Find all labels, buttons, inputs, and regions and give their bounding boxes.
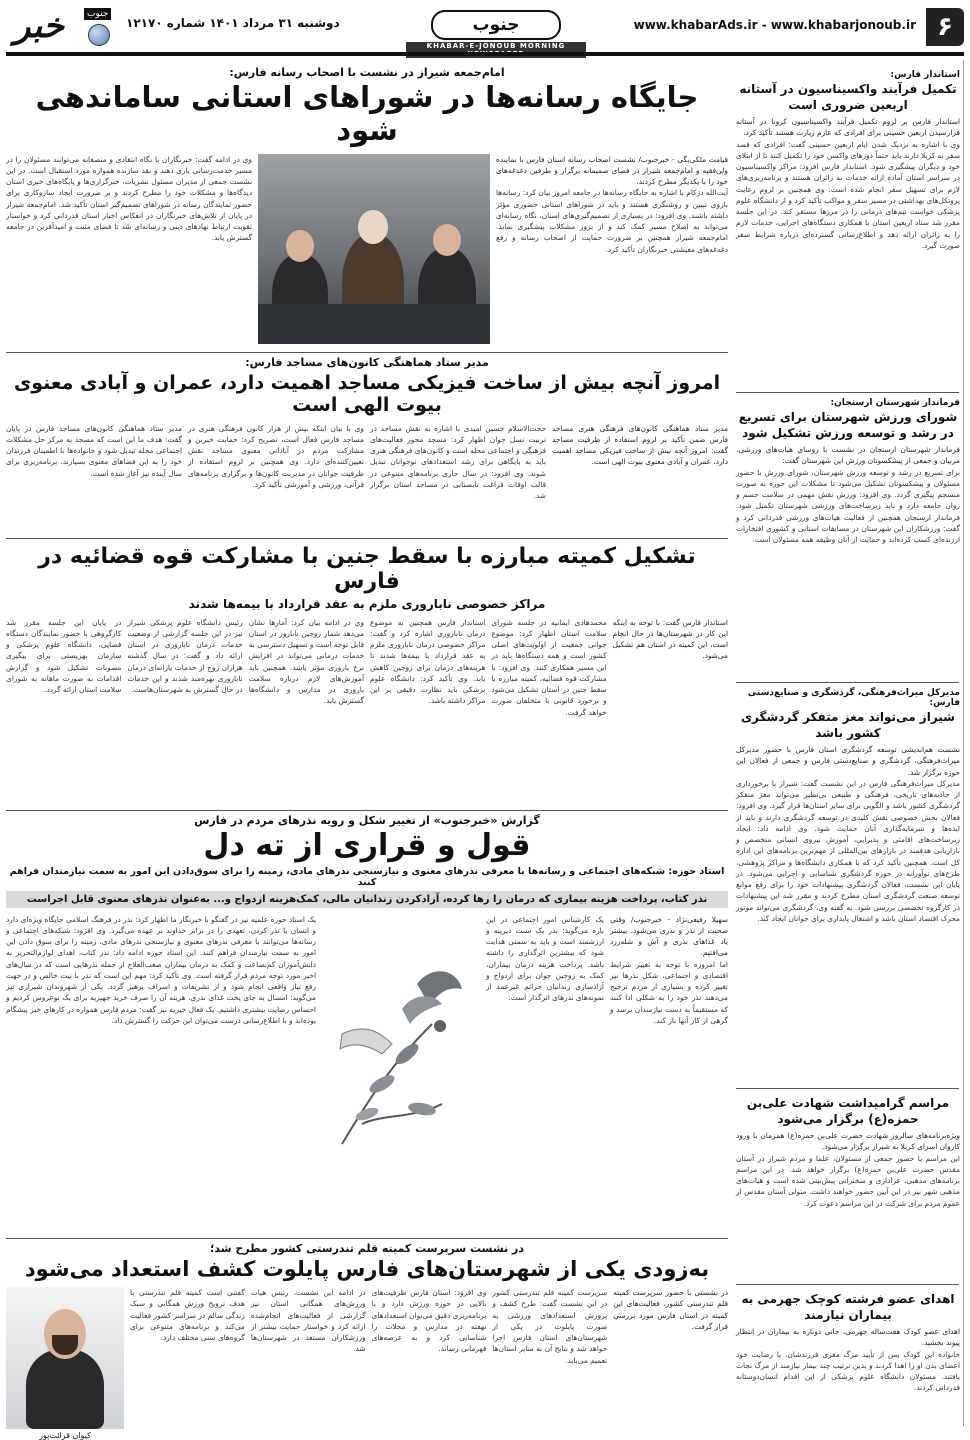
r1-body: وی با اشاره به نزدیک شدن ایام اربعین حسینی گفت: افرادی که قصد سفر به کربلا دارند باید حتماً دوزهای واکسن خود را تکمیل کنند تا از ابتلای خود و دیگران پیشگیری شود. استاندار فارس افزود: مراکز واکسیناسیون در سراسر استان آماده ارائه خدمات به زائران هستند و برنامه‌ریزی‌های لازم برای تسهیل سفر انجام شده است. وی همچنین بر لزوم رعایت پروتکل‌های بهداشتی در مسیر سفر و مواکب تأکید کرد و از دانشگاه علوم پزشکی خواست تیم‌های درمانی را در مرزها مستقر کند. در این جلسه مقرر شد ستاد اربعین استان با همکاری دستگاه‌های اجرایی، خدمات لازم را به زائران ارائه دهد و اطلاع‌رسانی گسترده‌ای درباره شرایط سفر صورت گیرد. [736, 139, 960, 250]
story3-lead: استاندار فارس گفت: با توجه به اینکه این کار در شهرستان‌ها در حال انجام است، این کمیته در استان هم تشکیل می‌شود. [612, 617, 728, 661]
story5-body-a: سرپرست کمیته قلم تندرستی کشور در این نشست گفت: طرح کشف و پرورش استعدادهای ورزشی به صورت پایلوت در یکی از شهرستان‌های استان فارس اجرا خواهد شد و نتایج آن به سایر استان‌ها تعمیم می‌یابد. [492, 1288, 608, 1365]
story2-body-a: حجت‌الاسلام حسین امیدی با اشاره به نقش مساجد در تربیت نسل جوان اظهار کرد: مسجد محور فعالیت‌های فرهنگی و اجتماعی محله است و کانون‌های فرهنگی هنری باید به پایگاهی برای رشد استعدادهای نوجوانان تبدیل شوند. وی افزود: در سال جاری برنامه‌های متنوعی در قالب اوقات فراغت تابستانی در مساجد استان برگزار شد. [370, 423, 546, 501]
story4-lead: سهیلا رفیعی‌نژاد - خبرجنوب/ وقتی صحبت از نذر و نذری می‌شود، بیشتر یاد غذاهای نذری و آش و شله‌زرد می‌افتیم. [610, 914, 728, 958]
story1-lead: قیامت ملکی‌یگی - خبرجنوب/ نشست اصحاب رسانه استان فارس با نماینده ولی‌فقیه و امام‌جمعه شیراز در فضای صمیمانه برگزار و طرفین دغدغه‌های خود را با یکدیگر مطرح کردند. [496, 154, 728, 187]
website-urls[interactable]: www.khabarAds.ir - www.khabarjonoub.ir [633, 18, 916, 32]
story1-body-a: آیت‌الله دژکام با اشاره به جایگاه رسانه‌ها در جامعه امروز بیان کرد: رسانه‌ها بازوی تبیین و روشنگری هستند و باید در شوراهای استانی حضوری مؤثر داشته باشند. وی افزود: در بسیاری از تصمیم‌گیری‌های استان، نگاه رسانه‌ای می‌تواند به اصلاح مسیر کمک کند و از بروز مشکلات پیشگیری نماید. امام‌جمعه شیراز همچنین بر ضرورت حمایت از اصحاب رسانه و رفع دغدغه‌های معیشتی خبرنگاران تأکید کرد. [496, 188, 728, 254]
story5-body-d: گفتنی است کمیته قلم تندرستی با هدف ترویج ورزش همگانی و سبک زندگی سالم در سراسر کشور فعالیت می‌کند و برنامه‌های متنوعی برای گروه‌های سنی مختلف دارد. [130, 1288, 245, 1343]
story5-lead: در نشستی با حضور سرپرست کمیته قلم تندرستی کشور، فعالیت‌های این کمیته در استان فارس مورد بررسی قرار گرفت. [613, 1288, 728, 1331]
r1-headline: تکمیل فرآیند واکسیناسیون در آستانه اربعین ضروری است [739, 82, 957, 112]
r2-body: برای تسریع در رشد و توسعه ورزش شهرستان، شورای ورزش با حضور مسئولان و پیشکسوتان تشکیل می‌شود تا مشکلات این حوزه به صورت منسجم پیگیری گردد. وی افزود: ورزش نقش مهمی در سلامت جسم و روان جامعه دارد و باید زیرساخت‌های ورزشی شهرستان تکمیل شود. فرماندار ارسنجان همچنین از فعالیت هیات‌های ورزشی قدردانی کرد و گفت: ورزشکاران این شهرستان در مسابقات استانی و کشوری افتخارات ارزنده‌ای کسب کرده‌اند و حمایت از آنان وظیفه همه مسئولان است. [736, 467, 960, 545]
story-vows [6, 814, 728, 1234]
story4-kicker: گزارش «خبرجنوب» از تغییر شکل و رویه نذرهای مردم در فارس [194, 814, 540, 827]
section-subtitle: KHABAR-E-JONOUB MORNING [406, 42, 586, 58]
story-abortion-committee [6, 542, 728, 806]
r2-lead: فرماندار شهرستان ارسنجان در نشست با روسای هیات‌های ورزشی، مربیان و جمعی از پیشکسوتان ورزش این شهرستان گفت: [736, 445, 960, 466]
section-title: جنوب [431, 10, 561, 40]
logo-subtitle: جنوب [84, 8, 111, 20]
story3-body-b: استاندار فارس همچنین به موضوع درمان ناباروری اشاره کرد و گفت: مراکز خصوصی درمان ناباروری ملزم به عقد قرارداد با بیمه‌ها شدند تا هزینه‌های درمان برای زوجین کاهش یابد. وی تأکید کرد: دانشگاه علوم پزشکی باید نظارت دقیقی بر این مراکز داشته باشد. [370, 617, 486, 706]
story5-body-b: وی افزود: استان فارس ظرفیت‌های بالایی در حوزه ورزش دارد و با برنامه‌ریزی دقیق می‌توان استعدادهای نهفته در مدارس و محلات را شناسایی کرد و به عرصه‌های قهرمانی رساند. [371, 1288, 487, 1354]
story4-illustration [322, 914, 480, 1174]
r3-body: مدیرکل میراث‌فرهنگی فارس در این نشست گفت: شیراز با برخورداری از جاذبه‌های تاریخی، فرهنگی و طبیعی بی‌نظیر می‌تواند مغز متفکر گردشگری کشور باشد و الگویی برای سایر استان‌ها قرار گیرد. وی افزود: فعالان بخش خصوصی نقش کلیدی در توسعه گردشگری دارند و باید از ایده‌ها و سرمایه‌گذاری آنان حمایت شود. وی ادامه داد: ایجاد زیرساخت‌های اقامتی و پذیرایی، آموزش نیروی انسانی متخصص و بازاریابی هدفمند در بازارهای بین‌المللی از مهم‌ترین برنامه‌های این اداره کل است. همچنین تأکید کرد که با همکاری دانشگاه‌ها و مراکز پژوهشی، طرح‌های نوآورانه در حوزه گردشگری شناسایی و اجرایی می‌شود. در پایان این نشست، فعالان گردشگری پیشنهادات خود را برای رفع موانع توسعه صنعت گردشگری استان مطرح کردند و مقرر شد این پیشنهادات در کارگروه تخصصی بررسی شود. به گفته وی، گردشگری می‌تواند موتور محرک اقتصاد استان باشد و اشتغال پایداری برای جوانان ایجاد کند. [736, 778, 960, 923]
divider [6, 1238, 728, 1239]
story-media [6, 60, 728, 350]
story1-headline: جایگاه رسانه‌ها در شوراهای استانی ساماندهی شود [35, 80, 699, 148]
r5-headline: اهدای عضو فرشته کوچک جهرمی به بیماران نیازمند [741, 1292, 955, 1322]
divider [736, 682, 959, 683]
story5-portrait [6, 1287, 124, 1429]
main-area [6, 60, 728, 1440]
story2-kicker: مدیر ستاد هماهنگی کانون‌های مساجد فارس: [245, 356, 489, 369]
right-story-ceremony [732, 1094, 964, 1280]
story3-body-a: محمدهادی ایمانیه در جلسه شورای سلامت استان اظهار کرد: موضوع جوانی جمعیت از اولویت‌های اصلی کشور است و همه دستگاه‌ها باید در این مسیر همکاری کنند. وی افزود: با مشارکت قوه قضائیه، کمیته مبارزه با سقط جنین در استان تشکیل می‌شود و برخورد قانونی با متخلفان صورت خواهد گرفت. [491, 617, 607, 717]
divider [6, 810, 728, 811]
r3-kicker: مدیرکل میراث‌فرهنگی، گردشگری و صنایع‌دستی فارس: [747, 688, 960, 708]
story4-body-c: یک استاد حوزه علمیه نیز در گفتگو با خبرنگار ما اظهار کرد: نذر در فرهنگ اسلامی جایگاه ویژه‌ای دارد و انسان با نذر کردن، تعهدی را در برابر خداوند بر عهده می‌گیرد. وی افزود: شبکه‌های اجتماعی و رسانه‌ها می‌توانند با معرفی نذرهای معنوی و نیازسنجی نذرهای مادی، زمینه را برای سوق دادن این امور به سمت نیازمندان فراهم کنند. این استاد حوزه ادامه داد: نذر کتاب، اهدای لوازم‌التحریر به دانش‌آموزان کم‌بضاعت و کمک به درمان بیماران صعب‌العلاج از جمله نذرهایی است که در سال‌های اخیر مورد توجه مردم قرار گرفته است. وی تأکید کرد: مهم این است که نذر با نیت خالص و در جهت رفع نیاز واقعی انجام شود و از تشریفات و اسراف پرهیز گردد. یکی از شهروندان شیرازی نیز می‌گوید: امسال به جای پخت غذای نذری، هزینه آن را صرف خرید جهیزیه برای یک نوعروس کردیم و احساس رضایت بیشتری داشتیم. یک فعال خیریه نیز گفت: مردم فارس همواره در کارهای خیر پیشگام بوده‌اند و با اطلاع‌رسانی درست می‌توان این حرکت را گسترش داد. [6, 914, 316, 1025]
r4-body: این مراسم با حضور جمعی از مسئولان، علما و مردم شیراز در آستان مقدس حضرت علی‌بن حمزه(ع) برگزار خواهد شد. در این مراسم برنامه‌های مذهبی، عزاداری و سخنرانی پیش‌بینی شده است و هیات‌های مذهبی شهر نیز در این آیین حضور خواهند داشت. متولی آستان مقدس از عموم مردم برای شرکت در این مراسم دعوت کرد. [736, 1153, 960, 1208]
story3-body-d: رئیس دانشگاه علوم پزشکی شیراز نیز در این جلسه گزارشی از وضعیت خدمات درمان ناباروری در استان ارائه داد و گفت: در سال گذشته هزاران زوج از خدمات یارانه‌ای درمان ناباروری بهره‌مند شدند و این خدمات در حال گسترش به شهرستان‌هاست. [127, 617, 243, 695]
r3-headline: شیراز می‌تواند مغز متفکر گردشگری کشور باشد [741, 710, 955, 740]
story5-body-c: در ادامه این نشست، رئیس هیات ورزش‌های همگانی استان نیز گزارشی از فعالیت‌های انجام‌شده ارائه کرد و خواستار حمایت بیشتر از ورزشکاران مستعد در شهرستان‌ها شد. [250, 1288, 366, 1354]
r1-kicker: استاندار فارس: [890, 70, 960, 80]
story5-caption: کیوان قرائت‌پور [39, 1431, 91, 1440]
story3-body-c: وی در ادامه بیان کرد: آمارها نشان می‌دهد شمار زوجین نابارور در استان قابل توجه است و تسهیل دسترسی به خدمات درمانی می‌تواند در افزایش نرخ باروری مؤثر باشد. همچنین باید آموزش‌های لازم درباره سلامت باروری در مدارس و دانشگاه‌ها گسترش یابد. [248, 617, 365, 706]
story4-banner: نذر کتاب، پرداخت هزینه بیماری که درمان را رها کرده، آزادکردن زندانیان مالی، کمک‌هزینه ازدواج و... به‌عنوان نذرهای معنوی قابل اجراست [6, 891, 728, 908]
globe-icon [88, 24, 110, 46]
story4-body-b: یک کارشناس امور اجتماعی در این باره می‌گوید: نذر یک سنت دیرینه و ارزشمند است و باید به سمتی هدایت شود که بیشترین اثرگذاری را داشته باشد. پرداخت هزینه درمان بیماران، کمک به زوجین جوان برای ازدواج و آزادسازی زندانیان جرائم غیرعمد از نمونه‌های نذرهای اثرگذار است. [486, 914, 604, 1003]
story5-kicker: در نشست سرپرست کمیته قلم تندرستی کشور مطرح شد؛ [209, 1242, 525, 1255]
r3-lead: نشست هم‌اندیشی توسعه گردشگری استان فارس با حضور مدیرکل میراث‌فرهنگی، گردشگری و صنایع‌دستی فارس و جمعی از فعالان این حوزه برگزار شد. [736, 745, 960, 777]
story4-subkicker: استاد حوزه: شبکه‌های اجتماعی و رسانه‌ها با معرفی نذرهای معنوی و نیازسنجی نذرهای مادی، زمینه را برای سوق‌دادن این امور به سمت نیازمندان فراهم کنند [9, 865, 725, 888]
story4-headline: قول و قراری از ته دل [203, 828, 531, 863]
story4-body-a: اما امروزه با توجه به تغییر شرایط اقتصادی و اجتماعی، شکل نذرها نیز تغییر کرده و بسیاری از مردم ترجیح می‌دهند نذر خود را به شکلی ادا کنند که مستقیماً به دست نیازمندان برسد و گرهی از کار آنها باز کند. [610, 959, 728, 1025]
story3-headline: تشکیل کمیته مبارزه با سقط جنین با مشارکت قوه قضائیه در فارس [38, 544, 696, 595]
story2-headline: امروز آنچه بیش از ساخت فیزیکی مساجد اهمیت دارد، عمران و آبادی معنوی بیوت الهی است [13, 372, 721, 416]
right-story-organ-donation [732, 1290, 964, 1424]
right-story-vaccination [732, 70, 964, 388]
story3-subhead: مراکز خصوصی ناباروری ملزم به عقد قرارداد با بیمه‌ها شدند [188, 596, 546, 611]
r1-lead: استاندار فارس بر لزوم تکمیل فرآیند واکسیناسیون کرونا در آستانه فرارسیدن اربعین حسینی برای افرادی که عازم زیارت هستند تأکید کرد. [736, 117, 960, 138]
issue-line: دوشنبه ۳۱ مرداد ۱۴۰۱ شماره ۱۲۱۷۰ [126, 16, 340, 30]
divider [736, 392, 959, 393]
divider [6, 538, 728, 539]
story1-body-b: وی در ادامه گفت: خبرنگاران با نگاه انتقادی و منصفانه می‌توانند مسئولان را در مسیر خدمت‌رسانی یاری دهند و نقد سازنده همواره مورد استقبال است. در این نشست جمعی از مدیران مسئول نشریات، خبرگزاری‌ها و پایگاه‌های خبری استان دیدگاه‌ها و مشکلات خود را مطرح کردند و بر ضرورت ایجاد سازوکاری برای حضور نمایندگان رسانه در شوراهای تصمیم‌گیر استان تأکید شد. امام‌جمعه شیراز در پایان از تلاش‌های خبرنگاران در انعکاس اخبار استان قدردانی کرد و خواستار تقویت ارتباط نهادهای دینی و رسانه‌ای شد تا فضای مثبت و امیدآفرین در جامعه گسترش یابد. [6, 154, 252, 243]
masthead [6, 6, 964, 50]
r4-headline: مراسم گرامیداشت شهادت علی‌بن حمزه(ع) برگزار می‌شود [746, 1096, 950, 1126]
story2-body-b: وی با بیان اینکه بیش از هزار کانون فرهنگی هنری در مساجد فارس فعال است، تصریح کرد: حمایت خیرین و مشارکت مردم در آبادانی معنوی مساجد نقش تعیین‌کننده‌ای دارد. وی همچنین بر لزوم استفاده از ظرفیت جوانان در مدیریت کانون‌ها و برگزاری برنامه‌های قرآنی، ورزشی و آموزشی تأکید کرد. [188, 423, 364, 489]
right-column [732, 60, 964, 1426]
story2-body-c: مدیر ستاد هماهنگی کانون‌های مساجد فارس در پایان گفت: هدف ما این است که مسجد به مرکز حل مشکلات اجتماعی محله تبدیل شود و خانواده‌ها با اطمینان فرزندان خود را به این فضاهای معنوی بسپارند. برنامه‌ریزی برای سال آینده نیز آغاز شده است. [6, 423, 182, 478]
story3-body-e: در پایان این جلسه مقرر شد کارگروهی با حضور نمایندگان دستگاه قضایی، دانشگاه علوم پزشکی و سازمان بهزیستی برای پیگیری مصوبات تشکیل شود و گزارش اقدامات به صورت ماهانه به شورای سلامت استان ارائه گردد. [6, 617, 122, 695]
story-mosques [6, 356, 728, 534]
divider [736, 1284, 959, 1285]
r2-kicker: فرماندار شهرستان ارسنجان: [830, 398, 960, 408]
story1-kicker: امام‌جمعه شیراز در نشست با اصحاب رسانه فارس: [229, 66, 505, 79]
right-story-sports-council [732, 398, 964, 678]
story2-lead: مدیر ستاد هماهنگی کانون‌های فرهنگی هنری مساجد فارس ضمن تأکید بر لزوم استفاده از ظرفیت مساجد گفت: امروز آنچه بیش از ساخت فیزیکی مساجد اهمیت دارد، عمران و آبادی معنوی بیوت الهی است. [552, 423, 728, 467]
header-rule [6, 52, 964, 56]
logo-text: خبر [14, 6, 65, 46]
r2-headline: شورای ورزش شهرستان برای تسریع در رشد و توسعه ورزش تشکیل شود [738, 410, 958, 440]
story-talent [6, 1242, 728, 1440]
story1-photo [258, 154, 490, 344]
newspaper-logo [6, 6, 114, 50]
r4-lead: ویژه‌برنامه‌های سالروز شهادت حضرت علی‌بن حمزه(ع) همزمان با ورود کاروان اسرای کربلا به شیراز برگزار می‌شود. [736, 1131, 960, 1152]
dove-hands-icon [322, 914, 480, 1174]
r5-lead: اهدای عضو کودک هفت‌ساله جهرمی، جانی دوباره به بیماران در انتظار پیوند بخشید. [736, 1327, 960, 1348]
divider [6, 352, 728, 353]
right-story-tourism [732, 688, 964, 1084]
divider [736, 1088, 959, 1089]
page-number: ۶ [926, 8, 964, 46]
r5-body: خانواده این کودک پس از تأیید مرگ مغزی فرزندشان، با رضایت خود اعضای بدن او را اهدا کردند و بدین ترتیب چند بیمار نیازمند از مرگ نجات یافتند. مسئولان دانشگاه علوم پزشکی از این اقدام انسان‌دوستانه قدردانی کردند. [736, 1349, 960, 1393]
story5-headline: به‌زودی یکی از شهرستان‌های فارس پایلوت کشف استعداد می‌شود [24, 1257, 710, 1281]
